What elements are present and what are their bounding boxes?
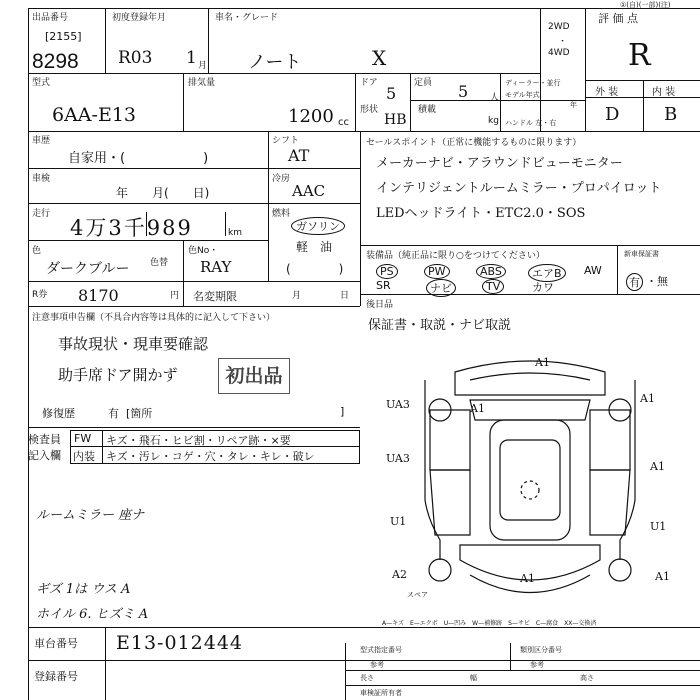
damage-mark-right-front: A1 xyxy=(640,392,655,405)
warranty-label: 新車保証書 xyxy=(624,250,659,258)
name-change-day: 日 xyxy=(340,291,350,301)
equipment-pw: PW xyxy=(424,264,450,279)
model-name: ノート xyxy=(248,52,302,73)
fw-items: キズ・飛石・ヒビ割・リペア跡・×要 xyxy=(106,434,291,447)
equipment-label: 装備品（純正品に限り○をつけてください） xyxy=(366,251,545,261)
shift-label: シフト xyxy=(272,136,300,146)
fuel-other: ( ) xyxy=(286,262,344,276)
recycle-label: R券 xyxy=(32,290,48,300)
top-right-note: ①(自)(一部)(注) xyxy=(620,1,671,9)
drive-2wd: 2WD xyxy=(548,22,570,32)
model-name-label: 車名・グレード xyxy=(215,13,279,23)
fuel-label: 燃料 xyxy=(272,209,291,219)
damage-mark-rear-bumper: A1 xyxy=(520,572,535,585)
interior-check-label: 内装 xyxy=(73,450,95,463)
handle-label: ハンドル 左・右 xyxy=(505,119,557,127)
history-value: 自家用・( ) xyxy=(68,151,209,166)
reg-number-label: 登録番号 xyxy=(34,670,78,683)
fuel-diesel: 軽 油 xyxy=(296,240,333,254)
category-label: 類別区分番号 xyxy=(520,646,562,654)
repair-spot: [箇所 xyxy=(126,407,153,420)
equipment-aw: AW xyxy=(584,264,602,277)
km-unit: km xyxy=(228,228,242,238)
entry-label: 記入欄 xyxy=(28,449,61,462)
damage-mark-hood: A1 xyxy=(470,402,485,415)
drive-4wd: 4WD xyxy=(548,48,570,58)
kg-unit: kg xyxy=(488,116,499,126)
recycle-value: 8170 xyxy=(78,286,119,305)
equipment-leather: カワ xyxy=(532,281,554,294)
cc-unit: cc xyxy=(338,117,349,128)
sales-point-line-3: LEDヘッドライト・ETC2.0・SOS xyxy=(376,206,586,221)
comment-line-3: ホイル 6. ヒズミ A xyxy=(36,607,149,622)
repair-close: ] xyxy=(340,405,345,418)
accessories-label: 後日品 xyxy=(366,300,394,310)
name-change-label: 名変期限 xyxy=(193,290,237,303)
body-type: HB xyxy=(384,112,407,128)
lot-number-label: 出品番号 xyxy=(32,13,69,23)
inspection-label: 車検 xyxy=(32,174,51,184)
sales-point-line-1: メーカーナビ・アラウンドビューモニター xyxy=(376,156,623,171)
equipment-airbag: エアB xyxy=(528,264,566,282)
mileage-label: 走行 xyxy=(32,209,51,219)
damage-mark-right-door: A1 xyxy=(650,460,665,473)
repair-history-label: 修復歴 xyxy=(42,407,75,420)
month-unit: 月 xyxy=(198,61,208,71)
equipment-tv: TV xyxy=(482,279,504,294)
interior-label: 内 装 xyxy=(652,87,676,98)
person-unit: 人 xyxy=(490,93,500,103)
sales-points-label: セールスポイント（正常に機能するものに限ります） xyxy=(366,138,582,148)
chassis-number: E13-012444 xyxy=(116,632,243,654)
damage-mark-right-rear: A1 xyxy=(655,570,670,583)
exterior-label: 外 装 xyxy=(595,87,619,98)
category-ref: 参考 xyxy=(530,661,544,669)
sales-point-line-2: インテリジェントルームミラー・プロパイロット xyxy=(376,181,662,196)
damage-mark-right-rear-door: U1 xyxy=(650,520,667,533)
ac-label: 冷房 xyxy=(272,174,291,184)
chassis-label: 車台番号 xyxy=(34,637,78,650)
load-label: 積載 xyxy=(418,105,437,115)
displacement-label: 排気量 xyxy=(188,78,216,88)
name-change-month: 月 xyxy=(292,291,302,301)
color-no-label: 色替 xyxy=(150,258,169,268)
first-registration-era: R03 xyxy=(118,48,153,68)
inspection-value: 年 月( 日) xyxy=(116,186,210,200)
equipment-abs: ABS xyxy=(476,264,506,279)
exterior-grade: D xyxy=(605,104,620,125)
grade: X xyxy=(372,46,387,70)
width-label: 幅 xyxy=(470,674,477,682)
repair-have: 有 xyxy=(108,407,119,420)
model-year-label: モデル年式 xyxy=(505,91,540,99)
first-registration-label: 初度登録年月 xyxy=(112,13,167,23)
mileage-value: 4万3千989 xyxy=(70,216,193,240)
first-listing-stamp: 初出品 xyxy=(218,358,290,394)
interior-grade: B xyxy=(664,104,678,125)
length-label: 長さ xyxy=(360,674,374,682)
inspector-label: 検査員 xyxy=(28,433,61,446)
capacity-label: 定員 xyxy=(414,78,433,88)
comment-line-1: ルームミラー 座ナ xyxy=(36,508,145,523)
rating-value: R xyxy=(628,38,651,73)
year-unit: 年 xyxy=(570,101,577,109)
displacement: 1200 xyxy=(288,106,334,127)
equipment-sr: SR xyxy=(376,279,391,292)
damage-mark-front: A1 xyxy=(535,356,550,369)
damage-mark-left-rear-door: U1 xyxy=(390,515,407,528)
body-type-label: 形状 xyxy=(360,105,379,115)
reg-cert-label: 車検証所有者 xyxy=(360,689,402,697)
lot-code: [2155] xyxy=(45,30,82,43)
type-designation-ref: 参考 xyxy=(370,661,384,669)
warranty-have: 有 xyxy=(626,273,643,291)
damage-mark-left-door: UA3 xyxy=(386,452,410,465)
fuel-gasoline: ガソリン xyxy=(291,217,345,235)
rating-label: 評 価 点 xyxy=(598,12,638,25)
first-registration-month: 1 xyxy=(186,48,197,68)
capacity: 5 xyxy=(458,82,469,101)
spare-label: スペア xyxy=(407,591,428,599)
model-code-label: 型式 xyxy=(32,78,51,88)
doors-label: ドア xyxy=(360,78,378,88)
drive-separator: ・ xyxy=(558,37,568,47)
shift-value: AT xyxy=(288,146,310,165)
notes-label: 注意事項申告欄（不具合内容等は具体的に記入して下さい） xyxy=(32,313,276,323)
ac-value: AAC xyxy=(292,182,326,200)
color-code-label: 色No・ xyxy=(188,246,219,256)
notes-line-2: 助手席ドア開かず xyxy=(58,366,178,384)
lot-number: 8298 xyxy=(32,50,79,73)
fw-label: FW xyxy=(74,432,92,445)
yen-unit: 円 xyxy=(170,291,180,301)
height-label: 高さ xyxy=(580,674,594,682)
history-label: 車歴 xyxy=(32,136,51,146)
damage-mark-left-front: UA3 xyxy=(386,398,410,411)
damage-legend: A—キズ E—エクボ U—凹み W—補修跡 S—サビ C—腐食 XX—交換済 xyxy=(382,620,597,627)
damage-mark-left-rear: A2 xyxy=(392,568,407,581)
color-label: 色 xyxy=(32,246,42,256)
notes-line-1: 事故現状・現車要確認 xyxy=(58,335,209,353)
color-code: RAY xyxy=(200,258,232,276)
accessories-value: 保証書・取説・ナビ取説 xyxy=(368,318,512,333)
doors: 5 xyxy=(386,84,397,103)
warranty-none: ・無 xyxy=(646,275,668,288)
color-value: ダークブルー xyxy=(46,261,130,277)
equipment-navi: ナビ xyxy=(426,279,456,297)
interior-items: キズ・汚レ・コゲ・穴・タレ・キレ・破レ xyxy=(106,450,315,463)
equipment-ps: PS xyxy=(376,264,398,279)
comment-line-2: ギズ 1は ウス A xyxy=(36,582,131,597)
dealer-label: ディーラー・並行 xyxy=(505,79,561,87)
model-code: 6AA-E13 xyxy=(52,104,136,126)
type-designation-label: 型式指定番号 xyxy=(360,646,402,654)
